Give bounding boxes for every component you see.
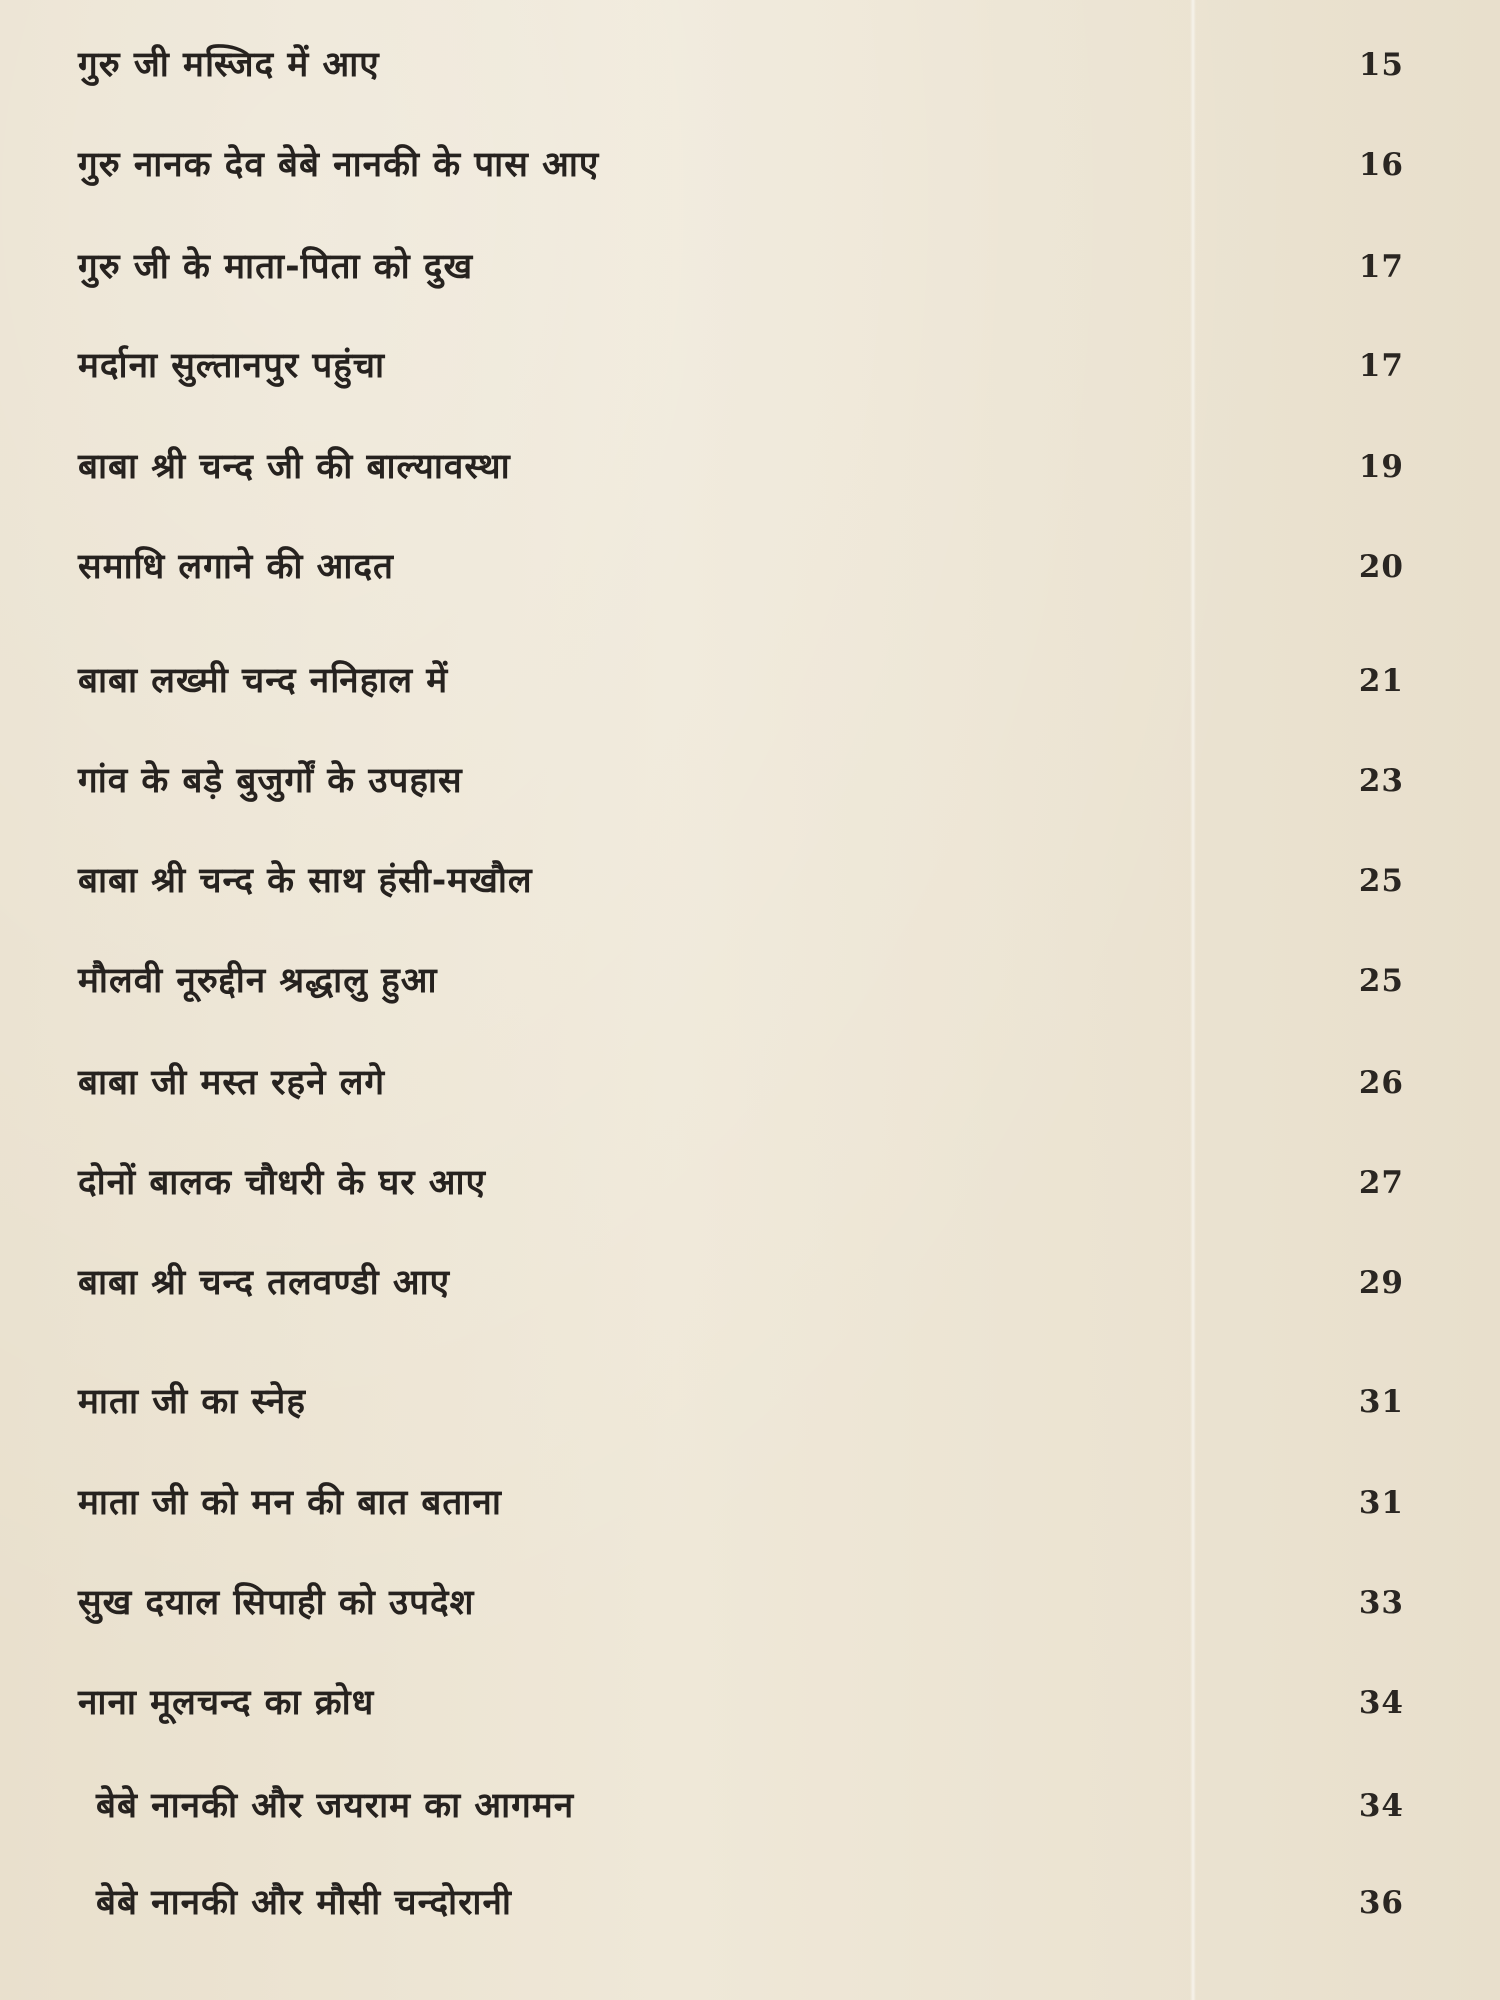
entry-page-number: 25	[1358, 963, 1404, 999]
entry-page-number: 17	[1358, 249, 1404, 285]
entry-title: गांव के बड़े बुजुर्गों के उपहास	[78, 761, 463, 801]
toc-entry	[0, 135, 1500, 195]
toc-entry	[0, 1372, 1500, 1432]
toc-entry	[0, 1053, 1500, 1113]
entry-page-number: 19	[1358, 449, 1404, 485]
entry-title: बेबे नानकी और मौसी चन्दोरानी	[96, 1883, 512, 1923]
entry-title: बेबे नानकी और जयराम का आगमन	[96, 1786, 575, 1826]
entry-page-number: 15	[1358, 47, 1404, 83]
toc-entry	[0, 1776, 1500, 1836]
entry-page-number: 17	[1358, 348, 1404, 384]
entry-page-number: 21	[1358, 663, 1404, 699]
entry-title: मौलवी नूरुद्दीन श्रद्धालु हुआ	[78, 961, 438, 1001]
entry-page-number: 29	[1358, 1265, 1404, 1301]
toc-entry	[0, 1673, 1500, 1733]
entry-title: गुरु जी मस्जिद में आए	[78, 45, 380, 85]
entry-page-number: 26	[1358, 1065, 1404, 1101]
entry-title: बाबा श्री चन्द के साथ हंसी-मखौल	[78, 861, 533, 901]
toc-entry	[0, 437, 1500, 497]
toc-entry	[0, 237, 1500, 297]
entry-title: गुरु जी के माता-पिता को दुख	[78, 247, 474, 287]
toc-entry	[0, 35, 1500, 95]
toc-entry	[0, 651, 1500, 711]
toc-entry	[0, 851, 1500, 911]
entry-page-number: 34	[1358, 1788, 1404, 1824]
entry-title: बाबा श्री चन्द तलवण्डी आए	[78, 1263, 450, 1303]
entry-title: माता जी का स्नेह	[78, 1382, 306, 1422]
entry-title: समाधि लगाने की आदत	[78, 547, 394, 587]
entry-title: सुख दयाल सिपाही को उपदेश	[78, 1583, 475, 1623]
entry-page-number: 31	[1358, 1384, 1404, 1420]
entry-title: मर्दाना सुल्तानपुर पहुंचा	[78, 346, 386, 386]
entry-page-number: 23	[1358, 763, 1404, 799]
toc-entry	[0, 1153, 1500, 1213]
entry-page-number: 33	[1358, 1585, 1404, 1621]
toc-entry	[0, 751, 1500, 811]
toc-entry	[0, 1253, 1500, 1313]
entry-title: बाबा श्री चन्द जी की बाल्यावस्था	[78, 447, 511, 487]
toc-entry	[0, 951, 1500, 1011]
entry-page-number: 31	[1358, 1485, 1404, 1521]
entry-title: बाबा लख्मी चन्द ननिहाल में	[78, 661, 449, 701]
entry-page-number: 20	[1358, 549, 1404, 585]
entry-page-number: 16	[1358, 147, 1404, 183]
entry-title: नाना मूलचन्द का क्रोध	[78, 1683, 375, 1723]
entry-title: गुरु नानक देव बेबे नानकी के पास आए	[78, 145, 600, 185]
toc-entry	[0, 336, 1500, 396]
toc-entry	[0, 537, 1500, 597]
entry-page-number: 25	[1358, 863, 1404, 899]
entry-title: माता जी को मन की बात बताना	[78, 1483, 502, 1523]
entry-page-number: 34	[1358, 1685, 1404, 1721]
entry-title: बाबा जी मस्त रहने लगे	[78, 1063, 386, 1103]
toc-entry	[0, 1873, 1500, 1933]
toc-entry	[0, 1473, 1500, 1533]
entry-title: दोनों बालक चौधरी के घर आए	[78, 1163, 486, 1203]
toc-entry	[0, 1573, 1500, 1633]
entry-page-number: 36	[1358, 1885, 1404, 1921]
entry-page-number: 27	[1358, 1165, 1404, 1201]
